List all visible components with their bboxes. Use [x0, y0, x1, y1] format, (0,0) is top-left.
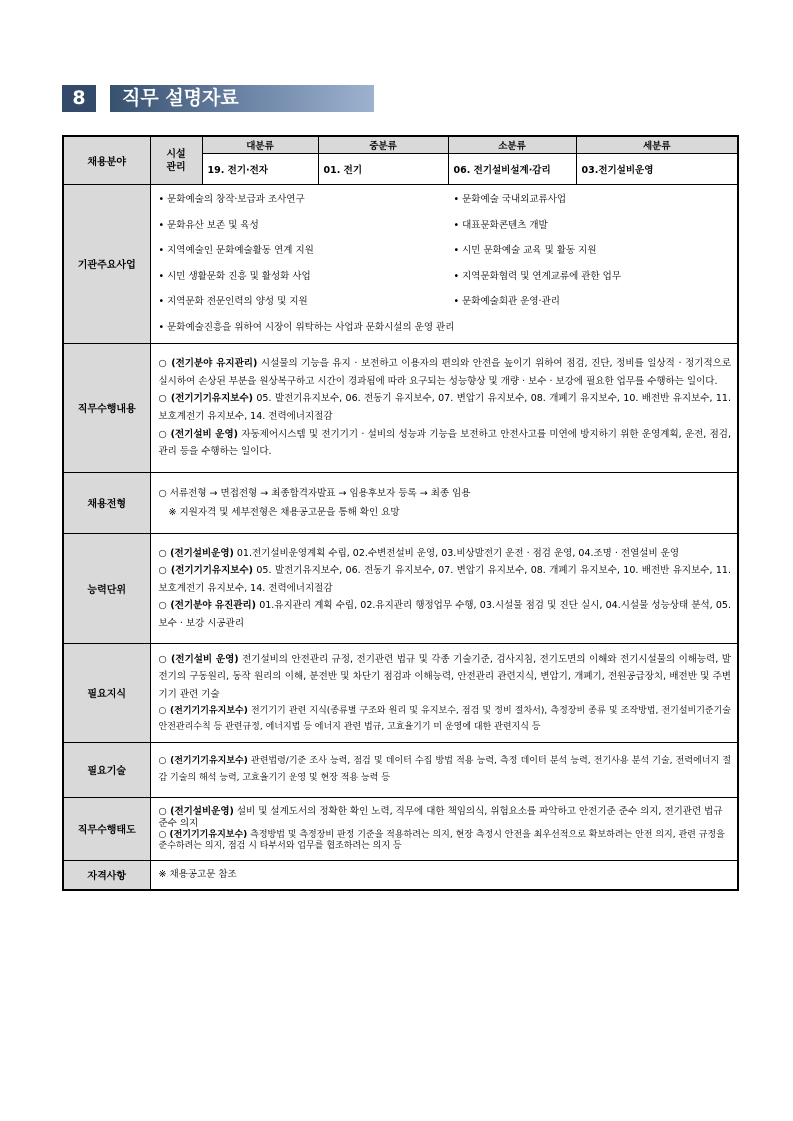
business-item: • 지역예술인 문화예술활동 연계 지원	[158, 245, 314, 257]
knowledge-p2-title: ○ (전기기기유지보수)	[158, 706, 248, 717]
ability-p1-text: 01.전기설비운영계획 수립, 02.수변전설비 운영, 03.비상발전기 운전 · 점검 운영, 04.조명 · 전열설비 운영	[233, 547, 680, 559]
ability-paragraph	[159, 597, 732, 632]
skill-p1-title: ○ (전기기기유지보수)	[158, 756, 248, 767]
duty-paragraph	[159, 390, 732, 425]
skill-content	[150, 742, 738, 797]
process-note: ※ 지원자격 및 세부전형은 채용공고문을 통해 확인 요망	[168, 507, 400, 519]
business-row	[63, 185, 738, 344]
attitude-p1-title: ○ (전기설비운영)	[158, 806, 234, 818]
attitude-label: 직무수행태도	[63, 797, 150, 860]
skill-row	[63, 742, 738, 797]
ability-p3-title: ○ (전기분야 유진관리)	[158, 600, 257, 612]
business-item: • 대표문화콘텐츠 개발	[453, 219, 548, 231]
duty-row	[63, 343, 738, 472]
header-minor: 소분류	[448, 136, 576, 154]
business-item: • 시민 문화예술 교육 및 활동 지원	[453, 245, 597, 257]
value-middle: 01. 전기	[318, 154, 448, 185]
job-description-table	[62, 135, 739, 891]
category-label: 채용분야	[63, 136, 150, 185]
attitude-content	[150, 797, 738, 860]
header-major: 대분류	[202, 136, 318, 154]
ability-p3-text: 01.유지관리 계획 수립, 02.유지관리 행정업무 수행, 03.시설물 점검 및 진단 실시, 04.시설물 성능상태 분석, 05.보수 · 보강 시공관리	[158, 600, 731, 629]
ability-paragraph	[159, 545, 732, 563]
ability-paragraph	[159, 562, 732, 597]
knowledge-label: 필요지식	[63, 643, 150, 742]
ability-p2-text: 05. 발전기유지보수, 06. 전동기 유지보수, 07. 변압기 유지보수, 08. 개폐기 유지보수, 10. 배전반 유지보수, 11.보호계전기 유지보수, 14. 전력에너지절감	[158, 565, 731, 594]
process-flow: ○ 서류전형 → 면접전형 → 최종합격자발표 → 임용후보자 등록 → 최종 임용	[158, 488, 471, 500]
business-item: • 지역문화협력 및 연계교류에 관한 업무	[453, 270, 622, 282]
business-item: • 문화예술회관 운영·관리	[453, 296, 560, 308]
qualification-label: 자격사항	[63, 860, 150, 890]
skill-label: 필요기술	[63, 742, 150, 797]
duty-p1-title: ○ (전기분야 유지관리)	[158, 358, 258, 370]
section-number: 8	[62, 85, 96, 112]
business-item: • 지역문화 전문인력의 양성 및 지원	[158, 296, 308, 308]
attitude-p2-text: 측정방법 및 측정장비 판정 기준을 적용하려는 의지, 현장 측정시 안전을 최우선적으로 확보하려는 안전 의지, 관련 규정을 준수하려는 의지, 점검 시 타부서와 업무를 협조하려는 의지 등	[158, 830, 725, 852]
attitude-paragraph	[159, 806, 732, 830]
knowledge-content	[150, 643, 738, 742]
header-detail: 세분류	[576, 136, 738, 154]
knowledge-p1-text: 전기설비의 안전관리 규정, 전기관련 법규 및 각종 기술기준, 검사지침, 전기도면의 이해와 전기시설물의 이해능력, 발전기의 구동원리, 동작 원리의 이해, 분전반 및 차단기 점검과 이해능력, 안전관리 관련지식, 변압기, 개폐기, 전원공급장치, 배전반 및 주변기기 관련 기술	[158, 653, 731, 700]
process-label: 채용전형	[63, 472, 150, 533]
section-heading	[62, 85, 374, 112]
header-middle: 중분류	[318, 136, 448, 154]
duty-p1-text: 시설물의 기능을 유지 · 보전하고 이용자의 편의와 안전을 높이기 위하여 점검, 진단, 정비를 일상적 · 정기적으로 실시하여 손상된 부분을 원상복구하고 시간이 경과됨에 따라 요구되는 성능향상 및 개량 · 보수 · 보강에 필요한 업무를 수행하는 일이다.	[158, 358, 731, 387]
value-major: 19. 전기·전자	[202, 154, 318, 185]
duty-p2-title: ○ (전기기기유지보수)	[158, 393, 253, 405]
knowledge-p2-text: 전기기기 관련 지식(종류별 구조와 원리 및 유지보수, 점검 및 정비 절차서), 측정장비 종류 및 조작방법, 전기설비기준기술안전관리수칙 등 관련규정, 에너지법 등 에너지 관련 법규, 고효율기기 미 운영에 대한 관련지식 등	[158, 706, 731, 733]
knowledge-row	[63, 643, 738, 742]
ability-row	[63, 533, 738, 643]
business-item: • 문화예술의 창작·보급과 조사연구	[158, 194, 305, 205]
duty-p3-title: ○ (전기설비 운영)	[158, 428, 239, 440]
ability-content	[150, 533, 738, 643]
duty-label: 직무수행내용	[63, 343, 150, 472]
business-content	[150, 185, 738, 344]
value-detail: 03.전기설비운영	[576, 154, 738, 185]
knowledge-p1-title: ○ (전기설비 운영)	[158, 653, 239, 665]
business-item: • 문화예술 국내외교류사업	[453, 194, 567, 205]
category-header-row	[63, 136, 738, 154]
business-item: • 문화유산 보존 및 육성	[158, 219, 259, 231]
ability-p2-title: ○ (전기기기유지보수)	[158, 565, 253, 577]
knowledge-paragraph	[159, 703, 732, 735]
ability-p1-title: ○ (전기설비운영)	[158, 547, 234, 559]
value-minor: 06. 전기설비설계·감리	[448, 154, 576, 185]
business-item: • 시민 생활문화 진흥 및 활성화 사업	[158, 270, 311, 282]
attitude-p2-title: ○ (전기기기유지보수)	[158, 830, 248, 841]
duty-paragraph	[159, 426, 732, 461]
category-sub-label: 시설 관리	[150, 136, 202, 185]
process-row	[63, 472, 738, 533]
business-item-full: • 문화예술진흥을 위하여 시장이 위탁하는 사업과 문화시설의 운영 관리	[158, 321, 455, 333]
ability-label: 능력단위	[63, 533, 150, 643]
section-title: 직무 설명자료	[110, 85, 374, 112]
skill-paragraph	[159, 753, 732, 787]
attitude-paragraph	[159, 830, 732, 852]
process-content	[150, 472, 738, 533]
business-label: 기관주요사업	[63, 185, 150, 344]
attitude-row	[63, 797, 738, 860]
attitude-p1-text: 설비 및 설계도서의 정확한 확인 노력, 직무에 대한 책임의식, 위험요소를 파악하고 안전기준 준수 의지, 전기관련 법규 준수 의지	[158, 806, 723, 830]
duty-p3-text: 자동제어시스템 및 전기기기 · 설비의 성능과 기능을 보전하고 안전사고를 미연에 방지하기 위한 운영계획, 운전, 점검, 관리 등을 수행하는 일이다.	[158, 428, 731, 458]
skill-p1-text: 관련법령/기준 조사 능력, 점검 및 데이터 수집 방법 적용 능력, 측정 데이터 분석 능력, 전기사용 분석 기술, 전력에너지 절감 기술의 해석 능력, 고효율기기 운영 및 현장 적용 능력 등	[158, 756, 732, 784]
duty-p2-text: 05. 발전기유지보수, 06. 전동기 유지보수, 07. 변압기 유지보수, 08. 개폐기 유지보수, 10. 배전반 유지보수, 11.보호계전기 유지보수, 14. 전력에너지절감	[158, 393, 731, 423]
qualification-text: ※ 채용공고문 참조	[150, 860, 738, 890]
knowledge-paragraph	[159, 651, 732, 704]
duty-content	[150, 343, 738, 472]
qualification-row	[63, 860, 738, 890]
duty-paragraph	[159, 355, 732, 390]
